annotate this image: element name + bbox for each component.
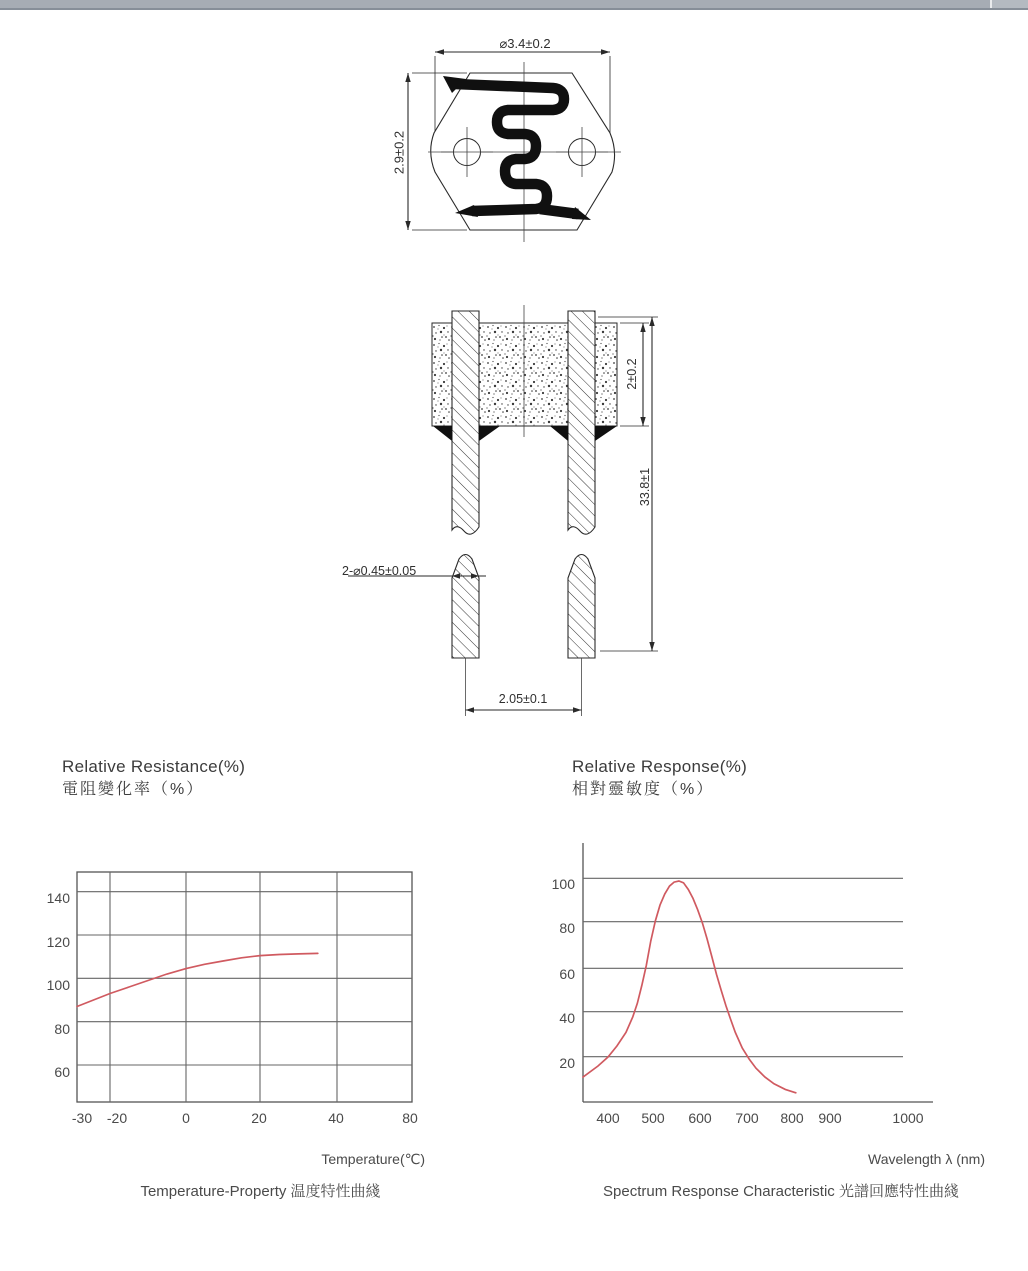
spec-ytick-100: 100 bbox=[551, 876, 575, 892]
spec-ytick-60: 60 bbox=[559, 966, 575, 982]
temp-xtick-0: 0 bbox=[182, 1110, 190, 1126]
temp-chart-title-zh: 電阻變化率（%） bbox=[62, 781, 205, 798]
dim-height-label: 2.9±0.2 bbox=[391, 130, 407, 175]
spec-xtick-700: 700 bbox=[735, 1110, 759, 1126]
dim-lead-spacing-lines bbox=[466, 658, 582, 716]
spec-xtick-500: 500 bbox=[641, 1110, 665, 1126]
spec-ytick-40: 40 bbox=[559, 1010, 575, 1026]
spec-ytick-80: 80 bbox=[559, 920, 575, 936]
spec-xtick-800: 800 bbox=[780, 1110, 804, 1126]
dim-total-length-label: 33.8±1 bbox=[638, 467, 652, 507]
spec-chart-title-en: Relative Response(%) bbox=[572, 757, 748, 776]
temp-chart-caption: Temperature-Property 温度特性曲綫 bbox=[140, 1183, 381, 1200]
lead-upper-left bbox=[452, 311, 479, 534]
temp-ytick-140: 140 bbox=[46, 890, 70, 906]
side-view-drawing bbox=[348, 305, 658, 716]
lead-lower-right bbox=[568, 555, 595, 659]
spec-xtick-1000: 1000 bbox=[892, 1110, 924, 1126]
dim-body-height-label: 2±0.2 bbox=[625, 358, 639, 390]
spec-xtick-900: 900 bbox=[818, 1110, 842, 1126]
spec-xtick-400: 400 bbox=[596, 1110, 620, 1126]
spec-xaxis-label: Wavelength λ (nm) bbox=[868, 1151, 985, 1167]
temp-ytick-80: 80 bbox=[54, 1021, 70, 1037]
temp-chart-title-en: Relative Resistance(%) bbox=[62, 757, 246, 776]
temp-xtick-m30: -30 bbox=[71, 1110, 93, 1126]
temp-ytick-120: 120 bbox=[46, 934, 70, 950]
temp-xtick-m20: -20 bbox=[106, 1110, 128, 1126]
spec-xtick-600: 600 bbox=[688, 1110, 712, 1126]
temp-xtick-40: 40 bbox=[328, 1110, 344, 1126]
dim-lead-diameter-label: 2-⌀0.45±0.05 bbox=[342, 564, 417, 578]
spec-chart-title-zh: 相對靈敏度（%） bbox=[572, 781, 715, 798]
temp-ytick-100: 100 bbox=[46, 977, 70, 993]
lead-upper-right bbox=[568, 311, 595, 534]
temp-xaxis-label: Temperature(℃) bbox=[321, 1151, 425, 1167]
spectrum-curve bbox=[583, 881, 796, 1093]
temp-xtick-20: 20 bbox=[251, 1110, 267, 1126]
lead-lower-left bbox=[452, 555, 479, 659]
temp-ytick-60: 60 bbox=[54, 1064, 70, 1080]
dim-lead-spacing-label: 2.05±0.1 bbox=[498, 692, 548, 706]
dim-diameter-label: ⌀3.4±0.2 bbox=[499, 36, 551, 51]
spec-ytick-20: 20 bbox=[559, 1055, 575, 1071]
temperature-curve bbox=[77, 953, 318, 1006]
spec-chart-caption: Spectrum Response Characteristic 光譜回應特性曲綫 bbox=[603, 1183, 959, 1200]
top-view-drawing bbox=[405, 49, 621, 242]
spectrum-chart-grid bbox=[583, 843, 933, 1102]
temp-xtick-80: 80 bbox=[402, 1110, 418, 1126]
